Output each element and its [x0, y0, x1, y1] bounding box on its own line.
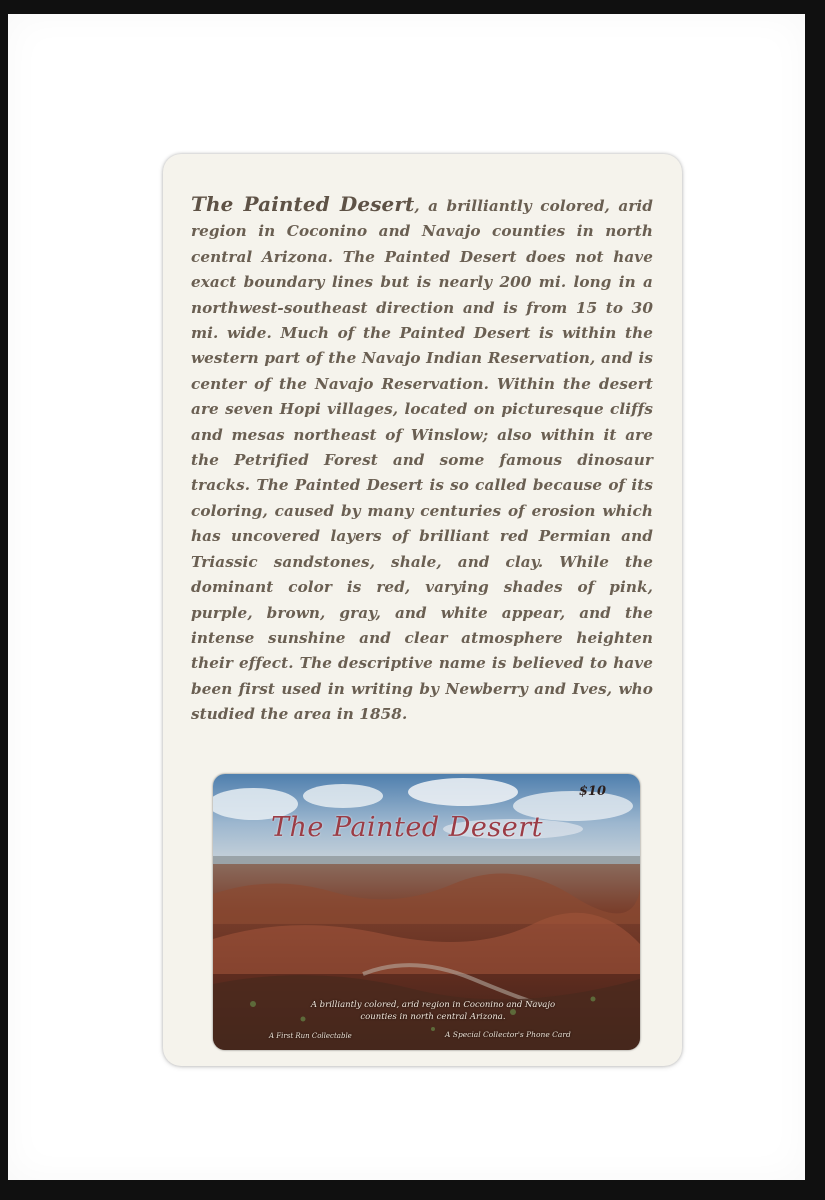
card-footer-left: A First Run Collectable	[269, 1032, 352, 1040]
card-title: The Painted Desert	[271, 812, 543, 843]
description-text	[191, 192, 653, 728]
card-footer-right: A Special Collector's Phone Card	[445, 1030, 571, 1039]
card-folder	[163, 154, 682, 1066]
card-price: $10	[578, 784, 606, 799]
card-caption-line: counties in north central Arizona.	[360, 1012, 506, 1022]
description-body: , a brilliantly colored, arid region in Coconino and Navajo counties in north central Arizona. The Painted Desert does not have exact boundary lines but is nearly 200 mi. long in a northwest-southeast direction and is from 15 to 30 mi. wide. Much of the Painted Desert is within the western part of the Navajo Indian Reservation, and is center of the Navajo Reservation. Within the desert are seven Hopi villages, located on picturesque cliffs and mesas northeast of Winslow; also within it are the Petrified Forest and some famous dinosaur tracks. The Painted Desert is so called because of its coloring, caused by many centuries of erosion which has uncovered layers of brilliant red Permian and Triassic sandstones, shale, and clay. While the dominant color is red, varying shades of pink, purple, brown, gray, and white appear, and the intense sunshine and clear atmosphere heighten their effect. The descriptive name is believed to have been first used in writing by Newberry and Ives, who studied the area in 1858.	[191, 197, 654, 724]
description-lead: The Painted Desert	[191, 192, 415, 216]
cloud	[408, 778, 518, 806]
phone-card	[213, 774, 640, 1050]
paper-sheet	[8, 14, 805, 1180]
cloud	[303, 784, 383, 808]
shrub	[250, 1001, 256, 1007]
card-caption	[273, 999, 593, 1023]
card-caption-line: A brilliantly colored, arid region in Coconino and Navajo	[310, 1000, 556, 1010]
shrub	[431, 1027, 435, 1031]
